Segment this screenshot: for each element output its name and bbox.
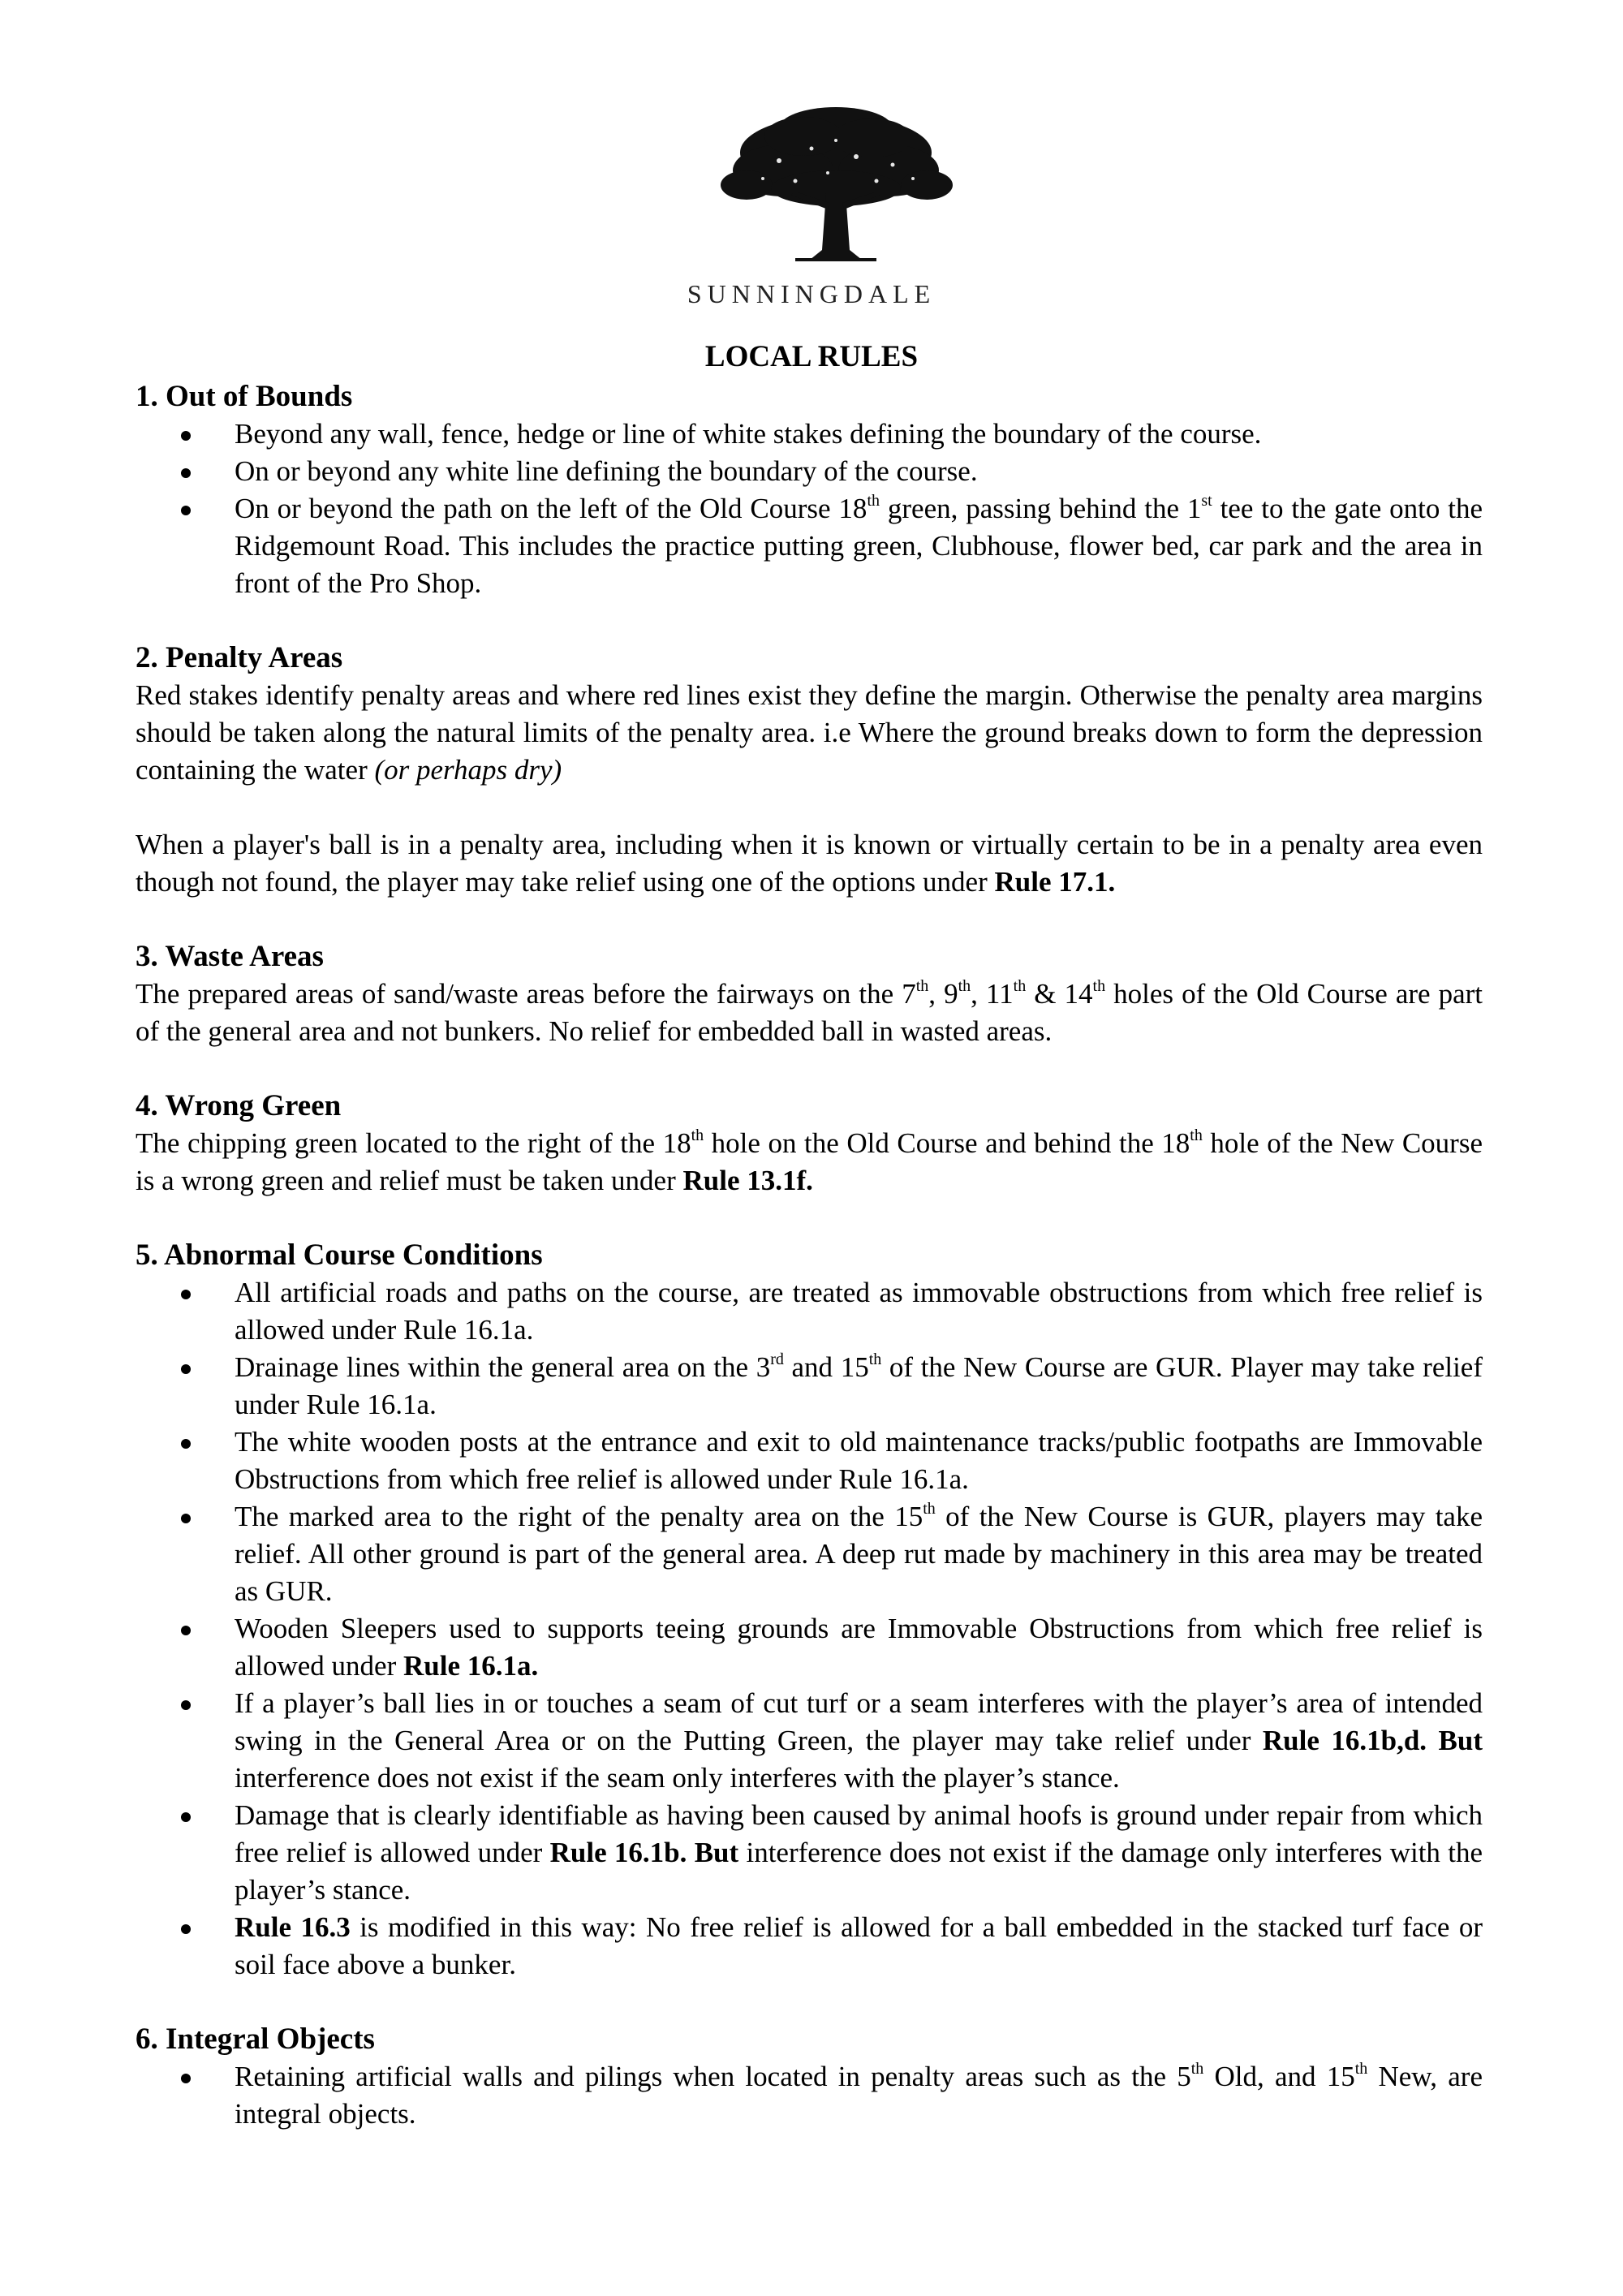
bullet-icon xyxy=(181,506,191,515)
bullet-icon xyxy=(181,1290,191,1299)
penalty-relief-paragraph: When a player's ball is in a penalty area, including when it is known or virtually certain to be in a penalty area even though not found, the player may take relief using one of the options under Rule 17.1. xyxy=(136,829,1483,898)
section-heading-waste-areas: 3. Waste Areas xyxy=(136,940,324,973)
section-heading-wrong-green: 4. Wrong Green xyxy=(136,1089,342,1122)
list-item: Rule 16.3 is modified in this way: No free relief is allowed for a ball embedded in the stacked turf face or soil face above a bunker. xyxy=(136,1909,1483,1984)
brand-name: SUNNINGDALE xyxy=(687,279,936,308)
bullet-icon xyxy=(181,1514,191,1523)
section-heading-penalty-areas: 2. Penalty Areas xyxy=(136,641,343,674)
list-item: Drainage lines within the general area on the 3rd and 15th of the New Course are GUR. Player may take relief under Rule 16.1a. xyxy=(136,1349,1483,1424)
bullet-icon xyxy=(181,431,191,441)
list-item: If a player’s ball lies in or touches a seam of cut turf or a seam interferes with the player’s area of intended swing in the General Area or on the Putting Green, the player may take relief under Rule 16.1b,d. But interference does not exist if the seam only interferes with the player’s stance. xyxy=(136,1685,1483,1797)
section-heading-abnormal-conditions: 5. Abnormal Course Conditions xyxy=(136,1238,543,1272)
list-item: On or beyond the path on the left of the Old Course 18th green, passing behind the 1st tee to the gate onto the Ridgemount Road. This includes the practice putting green, Clubhouse, flower bed, car park and the area in front of the Pro Shop. xyxy=(136,490,1483,602)
integral-objects-list xyxy=(136,2058,1483,2133)
waste-areas-paragraph: The prepared areas of sand/waste areas before the fairways on the 7th, 9th, 11th & 14th holes of the Old Course are part of the general area and not bunkers. No relief for embedded ball in wasted areas. xyxy=(136,977,1483,1047)
page-title: LOCAL RULES xyxy=(704,340,919,373)
bullet-icon xyxy=(181,1364,191,1374)
list-item: The white wooden posts at the entrance and exit to old maintenance tracks/public footpaths are Immovable Obstructions from which free relief is allowed under Rule 16.1a. xyxy=(136,1424,1483,1498)
bullet-icon xyxy=(181,1439,191,1449)
list-item: On or beyond any white line defining the boundary of the course. xyxy=(136,453,1483,490)
list-item: Beyond any wall, fence, hedge or line of white stakes defining the boundary of the course. xyxy=(136,416,1483,453)
section-heading-out-of-bounds: 1. Out of Bounds xyxy=(136,380,353,413)
bullet-icon xyxy=(181,1700,191,1710)
list-item: All artificial roads and paths on the course, are treated as immovable obstructions from which free relief is allowed under Rule 16.1a. xyxy=(136,1274,1483,1349)
wrong-green-paragraph: The chipping green located to the right of the 18th hole on the Old Course and behind the 18th hole of the New Course is a wrong green and relief must be taken under Rule 13.1f. xyxy=(136,1126,1483,1196)
list-item: Damage that is clearly identifiable as having been caused by animal hoofs is ground under repair from which free relief is allowed under Rule 16.1b. But interference does not exist if the damage only interferes with the player’s stance. xyxy=(136,1797,1483,1909)
list-item: Wooden Sleepers used to supports teeing grounds are Immovable Obstructions from which free relief is allowed under Rule 16.1a. xyxy=(136,1610,1483,1685)
list-item: The marked area to the right of the penalty area on the 15th of the New Course is GUR, players may take relief. All other ground is part of the general area. A deep rut made by machinery in this area may be treated as GUR. xyxy=(136,1498,1483,1610)
bullet-icon xyxy=(181,2074,191,2083)
bullet-icon xyxy=(181,1924,191,1934)
oak-tree-icon xyxy=(714,104,958,266)
out-of-bounds-list xyxy=(136,416,1483,602)
abnormal-conditions-list xyxy=(136,1274,1483,1984)
bullet-icon xyxy=(181,1626,191,1635)
rules-content xyxy=(136,378,1483,2133)
section-heading-integral-objects: 6. Integral Objects xyxy=(136,2022,375,2056)
bullet-icon xyxy=(181,468,191,478)
penalty-areas-paragraph: Red stakes identify penalty areas and where red lines exist they define the margin. Otherwise the penalty area margins should be taken along the natural limits of the penalty area. i.e Where the ground breaks down to form the depression containing the water (or perhaps dry) xyxy=(136,679,1483,786)
bullet-icon xyxy=(181,1812,191,1822)
list-item: Retaining artificial walls and pilings when located in penalty areas such as the 5th Old, and 15th New, are integral objects. xyxy=(136,2058,1483,2133)
